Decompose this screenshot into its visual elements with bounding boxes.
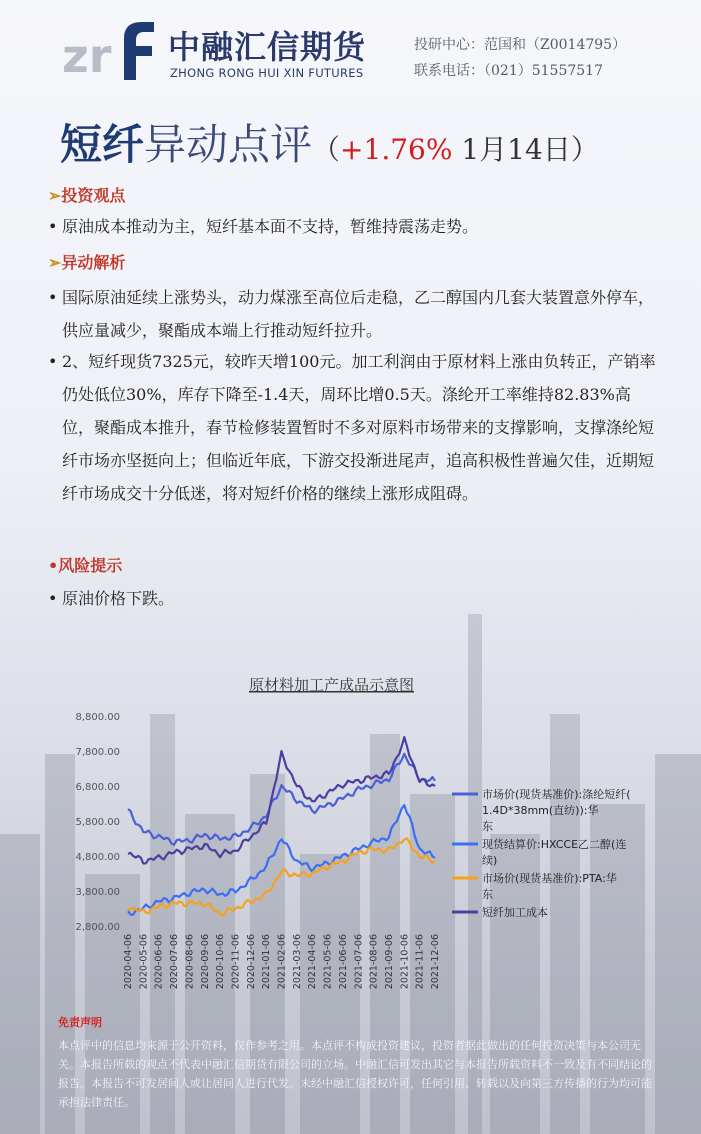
page-title <box>60 112 599 172</box>
chart-title: 原材料加工产成品示意图 <box>248 676 415 694</box>
title-open-paren: （ <box>312 133 341 166</box>
series-line <box>128 754 435 845</box>
x-tick-label: 2020-07-06 <box>169 934 181 990</box>
y-tick-label: 5,800.00 <box>75 817 120 828</box>
price-chart <box>40 664 660 1004</box>
x-tick-label: 2020-10-06 <box>215 934 227 990</box>
x-tick-label: 2020-08-06 <box>184 934 196 990</box>
disclaimer-title: 免责声明 <box>58 1016 102 1029</box>
price-chart-svg <box>40 664 660 1004</box>
x-tick-label: 2020-11-06 <box>230 934 242 990</box>
arrow-icon: ➢ <box>48 253 62 272</box>
y-tick-label: 8,800.00 <box>75 712 120 723</box>
y-tick-label: 2,800.00 <box>75 922 120 933</box>
y-tick-label: 3,800.00 <box>75 887 120 898</box>
analysis-paragraph-2: • 2、短纤现货7325元，较昨天增100元。加工利润由于原材料上涨由负转正，产销率仍处低位30%，库存下降至-1.4天，周环比增0.5天。涤纶开工率维持82.83%高位，聚酯成本推升，春节检修装置暂时不多对原料市场带来的支撑影响，支撑涤纶短纤市场亦坚挺向上；但临近年底，下游交投渐进尾声，追高积极性普遍欠佳，近期短纤市场成交十分低迷，将对短纤价格的继续上涨形成阻碍。 <box>48 345 658 510</box>
series-line <box>128 805 435 915</box>
view-paragraph: • 原油成本推动为主，短纤基本面不支持，暂维持震荡走势。 <box>48 210 658 243</box>
company-logo-mark <box>62 16 160 80</box>
legend-label: 市场价(现货基准价):PTA:华 <box>482 872 617 885</box>
section-heading-view: ➢投资观点 <box>48 186 126 205</box>
svg-text:zr: zr <box>62 29 112 80</box>
section-heading-risk: •风险提示 <box>48 556 123 575</box>
title-date: 1月14日） <box>452 133 599 166</box>
section-heading-analysis: ➢异动解析 <box>48 253 126 272</box>
bullet-icon: • <box>48 556 59 575</box>
legend-label: 东 <box>482 820 493 833</box>
bullet-icon: • <box>48 352 58 371</box>
y-tick-label: 6,800.00 <box>75 782 120 793</box>
title-change: +1.76% <box>340 133 453 166</box>
x-tick-label: 2021-05-06 <box>322 934 334 990</box>
x-tick-label: 2021-11-06 <box>414 934 426 990</box>
x-tick-label: 2021-12-06 <box>430 934 441 990</box>
x-tick-label: 2021-02-06 <box>276 934 288 990</box>
x-tick-label: 2020-05-06 <box>138 934 150 990</box>
x-tick-label: 2021-06-06 <box>337 934 349 990</box>
contact-info <box>414 32 626 84</box>
legend-label: 东 <box>482 888 493 901</box>
x-tick-label: 2021-04-06 <box>307 934 319 990</box>
series-line <box>128 838 435 915</box>
x-tick-label: 2020-09-06 <box>199 934 211 990</box>
y-tick-label: 7,800.00 <box>75 747 120 758</box>
company-name-en: ZHONG RONG HUI XIN FUTURES <box>170 66 364 80</box>
legend-label: 市场价(现货基准价):涤纶短纤( <box>482 788 631 801</box>
bullet-icon: • <box>48 288 58 307</box>
x-tick-label: 2021-10-06 <box>399 934 411 990</box>
legend-label: 短纤加工成本 <box>482 906 548 919</box>
analyst-info: 投研中心：范国和（Z0014795） <box>414 37 627 53</box>
title-product: 短纤 <box>60 120 145 169</box>
phone-info: 联系电话：（021）51557517 <box>414 63 603 79</box>
x-tick-label: 2021-09-06 <box>383 934 395 990</box>
legend-label: 1.4D*38mm(直纺)):华 <box>482 804 599 817</box>
x-tick-label: 2020-12-06 <box>245 934 257 990</box>
legend-label: 续) <box>482 854 498 867</box>
x-tick-label: 2021-01-06 <box>261 934 273 990</box>
y-tick-label: 4,800.00 <box>75 852 120 863</box>
risk-paragraph: • 原油价格下跌。 <box>48 582 658 615</box>
x-tick-label: 2021-07-06 <box>353 934 365 990</box>
header <box>0 0 701 100</box>
disclaimer-body: 本点评中的信息均来源于公开资料，仅作参考之用。本点评不构成投资建议，投资者据此做出的任何投资决策与本公司无关。本报告所载的观点不代表中融汇信期货有限公司的立场。中融汇信可发出其它与本报告所载资料不一致及有不同结论的报告。本报告不可发居间人或让居间人进行代发。未经中融汇信授权许可，任何引用、转载以及向第三方传播的行为均可能承担法律责任。 <box>58 1039 652 1109</box>
x-tick-label: 2021-08-06 <box>368 934 380 990</box>
arrow-icon: ➢ <box>48 186 62 205</box>
legend-label: 现货结算价:HXCCE乙二醇(连 <box>482 838 627 851</box>
bullet-icon: • <box>48 589 58 608</box>
title-topic: 异动点评 <box>144 120 313 169</box>
disclaimer <box>58 1014 658 1112</box>
x-tick-label: 2020-06-06 <box>153 934 165 990</box>
x-tick-label: 2021-03-06 <box>291 934 303 990</box>
company-name-cn: 中融汇信期货 <box>168 28 367 66</box>
bullet-icon: • <box>48 217 58 236</box>
x-tick-label: 2020-04-06 <box>123 934 134 990</box>
analysis-paragraph-1: • 国际原油延续上涨势头，动力煤涨至高位后走稳，乙二醇国内几套大装置意外停车，供应量减少，聚酯成本端上行推动短纤拉升。 <box>48 281 658 347</box>
